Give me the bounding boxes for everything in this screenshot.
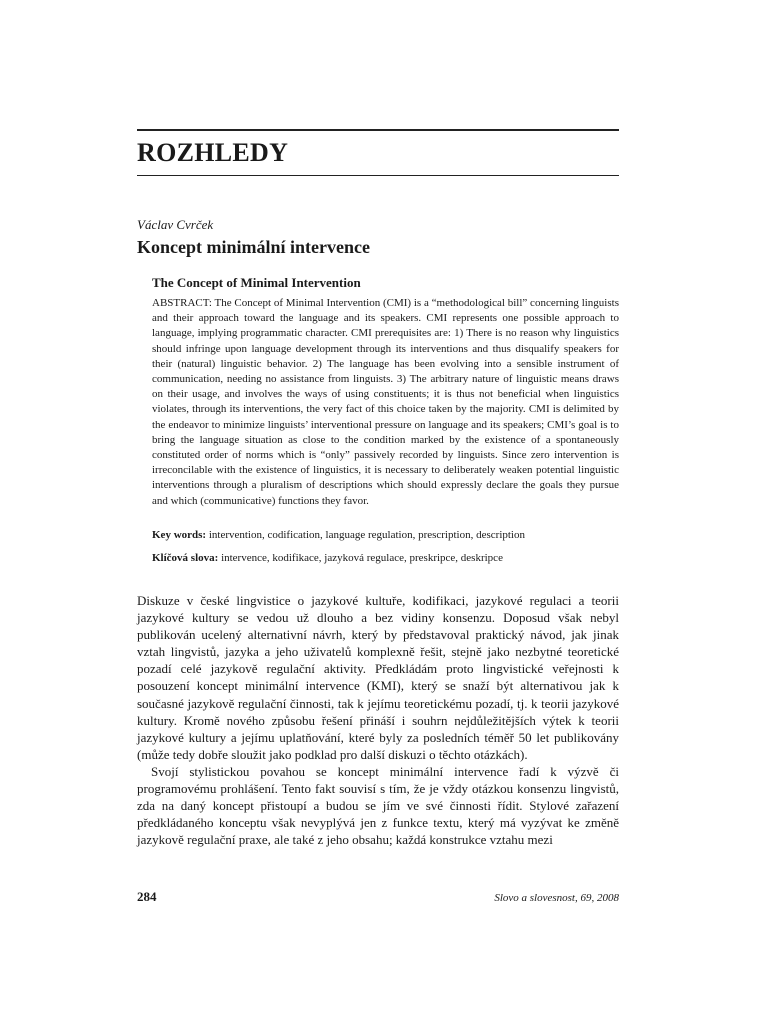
body-paragraph: Svojí stylistickou povahou se koncept minimální intervence řadí k výzvě či programovému prohlášení. Tento fakt souvisí s tím, že je vždy otázkou konsenzu lingvistů, zda na daný koncept přistoupí a budou se jím ve své činnosti řídit. Stylové zařazení předkládaného konceptu však nevyplývá jen z funkce textu, který má vyzývat ke změně jazykově regulační praxe, ale také z jeho obsahu; každá konstrukce vztahu mezi	[137, 763, 619, 848]
keywords-czech-label: Klíčová slova:	[152, 552, 219, 564]
article-title: Koncept minimální intervence	[137, 237, 370, 257]
keywords-english-value: intervention, codification, language regulation, prescription, description	[208, 529, 525, 541]
header-rule-bottom	[137, 175, 619, 176]
section-title: ROZHLEDY	[137, 138, 289, 167]
keywords-czech	[152, 551, 619, 565]
body-paragraph: Diskuze v české lingvistice o jazykové kultuře, kodifikaci, jazykové regulaci a teorii jazykové kultury se vedou už dlouho a bez vidiny konsenzu. Doposud však nebyl publikován ucelený alternativní návrh, který by představoval praktický návod, jak jinak vztah lingvistů, jazyka a jeho uživatelů komplexně řešit, stejně jako nezbytné teoretické pozadí celé jazykově regulační aktivity. Předkládám proto lingvistické veřejnosti k posouzení koncept minimální intervence (KMI), který se snaží být alternativou jak k současné jazykově regulační činnosti, tak k jejímu teoretickému pozadí, tj. k teorii jazykové kultury. Kromě nového způsobu řešení přináší i souhrn nejdůležitějších výtek k teorii jazykové kultury a jejímu uplatňování, které byly za posledních téměř 50 let publikovány (může tedy dobře sloužit jako podklad pro další diskuzi o těchto otázkách).	[137, 593, 619, 762]
article-author: Václav Cvrček	[137, 217, 214, 232]
journal-page	[137, 0, 619, 1024]
abstract: ABSTRACT: The Concept of Minimal Intervention (CMI) is a “methodological bill” concerning linguists and their approach toward the language and its speakers. CMI represents one possible approach to language, implying programmatic character. CMI prerequisites are: 1) There is no reason why linguistics should infringe upon language development through its interventions and thus disqualify speakers for their (natural) linguistic behavior. 2) The language has been evolving into a sensible instrument of communication, needing no assistance from linguists. 3) The arbitrary nature of linguistic means draws on their usage, and involves the ways of using constituents; it is thus not beneficial when linguistics violates, through its interventions, the very fact of this choice taken by the majority. CMI is delimited by the endeavor to minimize linguists’ interventional pressure on language and its speakers; CMI’s goal is to bring the language situation as close to the condition marked by the existence of a spontaneously constituted order of norms which is “only” passively recorded by linguists. Since zero intervention is irreconcilable with the existence of linguistics, it is necessary to deliberately weaken potential linguistic interventions through a pluralism of descriptions which should expressly declare the goals they pursue and which (communicative) functions they favor.	[152, 297, 619, 507]
english-title: The Concept of Minimal Intervention	[152, 275, 361, 290]
page-number: 284	[137, 889, 157, 904]
journal-citation: Slovo a slovesnost, 69, 2008	[494, 892, 619, 904]
keywords-english-label: Key words:	[152, 529, 207, 541]
header-rule-top	[137, 129, 619, 131]
keywords-english	[152, 528, 619, 542]
keywords-czech-value: intervence, kodifikace, jazyková regulace, preskripce, deskripce	[221, 552, 503, 564]
article-body	[137, 592, 619, 848]
